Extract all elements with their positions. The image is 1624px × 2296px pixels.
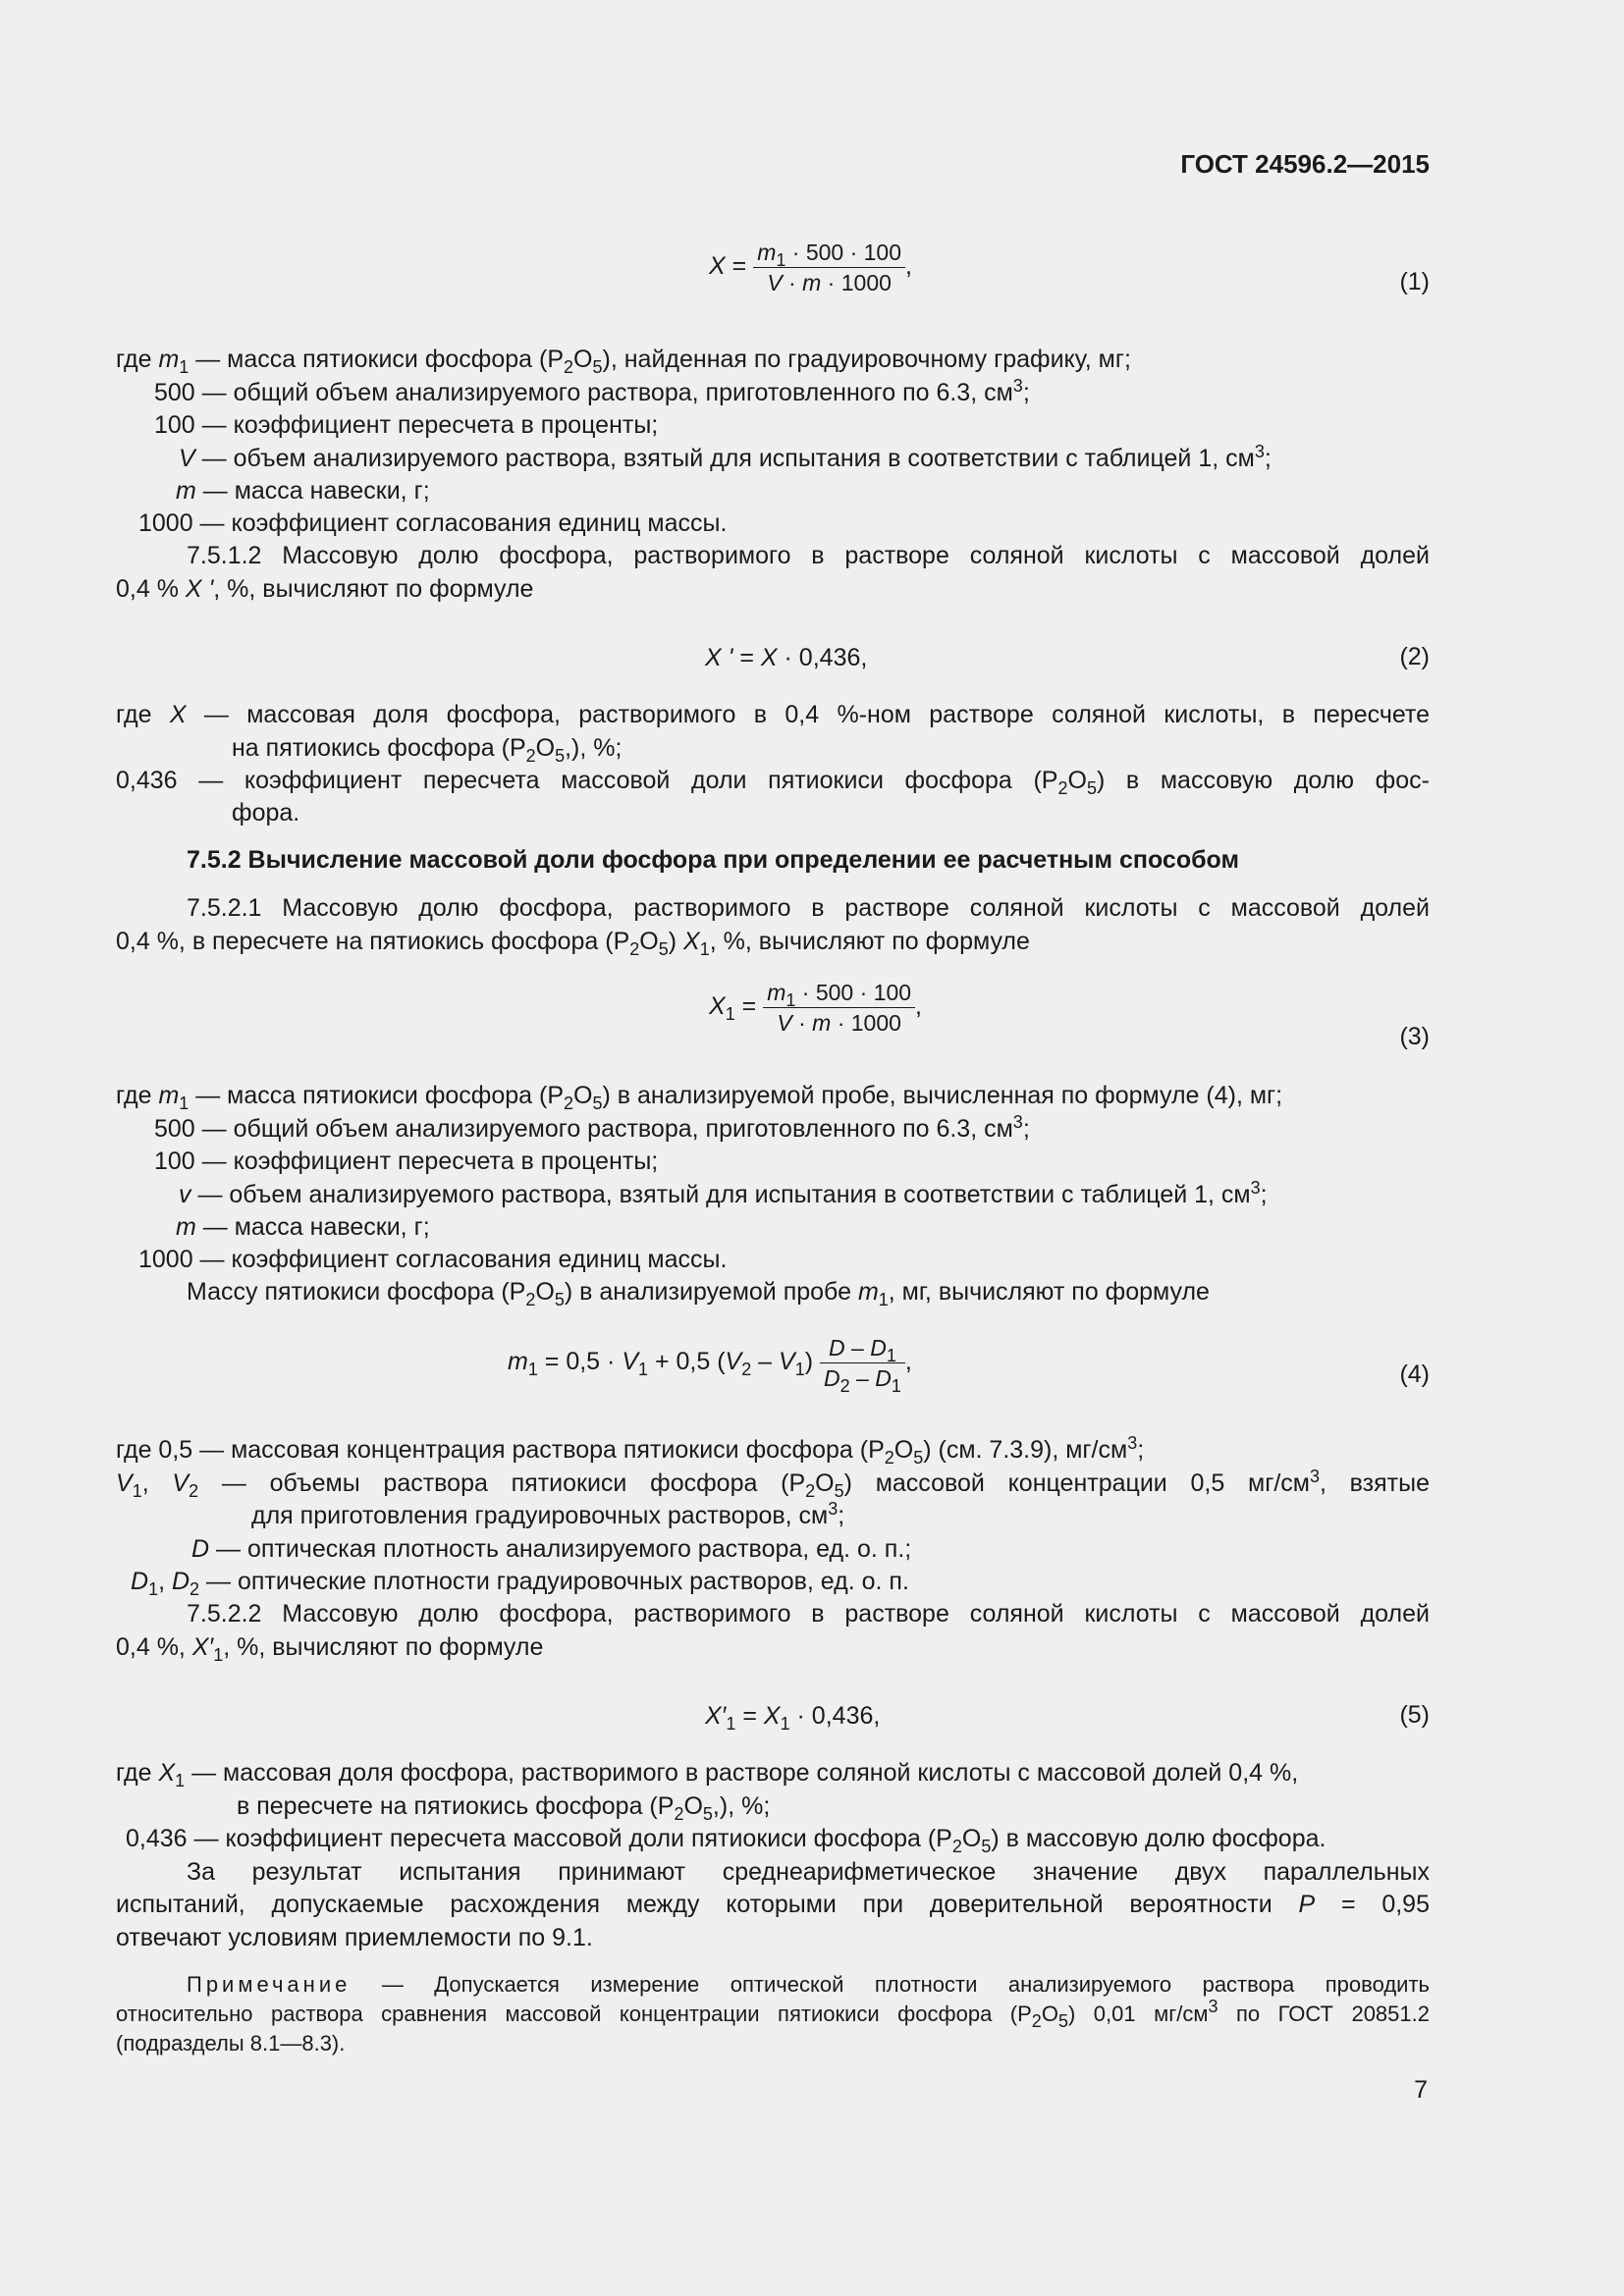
equation-5-number: (5) <box>1399 1701 1430 1729</box>
legend1-line1: где $m_1$ — масса пятиокиси фосфора $(P_2O_5)$, найденная по градуировочному графику, мг; <box>116 346 1131 377</box>
page-number: 7 <box>1414 2076 1428 2104</box>
legend2-line1: где X — массовая доля фосфора, растворимого в 0,4 %-ном растворе соляной кислоты, в пересчете <box>116 701 1430 728</box>
eq1-equals: = <box>731 252 747 281</box>
note-line2: относительно раствора сравнения массовой концентрации пятиокиси фосфора $(P_2O_5)$ 0,01 $мг/см^3$ по ГОСТ 20851.2 <box>116 1997 1430 2031</box>
note-line1: Примечание — Допускается измерение оптической плотности анализируемого раствора проводить <box>187 1972 1430 1997</box>
legend4-line2: $V_1$, $V_2$ — объемы раствора пятиокиси фосфора $(P_2O_5)$ массовой концентрации 0,5 $мг/см^3$, взятые <box>116 1467 1430 1501</box>
legend1-line2: 500 — общий объем анализируемого раствора, приготовленного по 6.3, $см^3$; <box>154 376 1030 406</box>
note-line3: (подразделы 8.1—8.3). <box>116 2031 346 2056</box>
eq4-fraction <box>820 1333 905 1396</box>
eq3-denominator: V · m · 1000 <box>777 1010 901 1036</box>
legend1-line5: m — масса навески, г; <box>176 477 430 505</box>
legend3-line7: Массу пятиокиси фосфора $(P_2O_5)$ в анализируемой пробе $m_1$, мг, вычисляют по формуле <box>187 1278 1210 1309</box>
legend3-line6: 1000 — коэффициент согласования единиц массы. <box>138 1246 728 1273</box>
eq4-denominator: $D_2 - D_1$ <box>824 1365 901 1396</box>
eq4-numerator: D – $D_1$ <box>820 1333 905 1363</box>
standard-header: ГОСТ 24596.2—2015 <box>1180 149 1430 179</box>
eq1-denominator: V · m · 1000 <box>767 270 892 295</box>
legend4-line5: $D_1$, $D_2$ — оптические плотности градуировочных растворов, ед. о. п. <box>131 1568 909 1599</box>
legend1-line6: 1000 — коэффициент согласования единиц массы. <box>138 509 728 537</box>
p7512-line2: 0,4 % X ', %, вычисляют по формуле <box>116 575 534 603</box>
legend2-line3: 0,436 — коэффициент пересчета массовой доли пятиокиси фосфора $(P_2O_5)$ в массовую долю фос- <box>116 767 1430 798</box>
equation-3-number: (3) <box>1399 1023 1430 1050</box>
p7512-line1: 7.5.1.2 Массовую долю фосфора, растворимого в растворе соляной кислоты с массовой долей <box>187 542 1430 569</box>
p7521-line1: 7.5.2.1 Массовую долю фосфора, растворимого в растворе соляной кислоты с массовой долей <box>187 894 1430 922</box>
equation-5: $X'_1 = X_1 \cdot 0,436$, <box>705 1702 881 1734</box>
legend3-line1: где $m_1$ — масса пятиокиси фосфора $(P_2O_5)$ в анализируемой пробе, вычисленная по формуле (4), мг; <box>116 1082 1283 1113</box>
legend4-line1: где 0,5 — массовая концентрация раствора пятиокиси фосфора $(P_2O_5)$ (см. 7.3.9), $мг/см^3$; <box>116 1433 1145 1468</box>
p7522-line2: 0,4 %, $X'_1$, %, вычисляют по формуле <box>116 1633 544 1665</box>
legend1-line3: 100 — коэффициент пересчета в проценты; <box>154 411 659 439</box>
legend3-line2: 500 — общий объем анализируемого раствора, приготовленного по 6.3, $см^3$; <box>154 1112 1030 1143</box>
section-752-title: 7.5.2 Вычисление массовой доли фосфора при определении ее расчетным способом <box>187 846 1239 874</box>
legend3-line4: v — объем анализируемого раствора, взятый для испытания в соответствии с таблицей 1, $см^3$; <box>179 1178 1268 1208</box>
legend2-line4: фора. <box>232 799 300 827</box>
p7521-line2: 0,4 %, в пересчете на пятиокись фосфора $(P_2O_5)$ $X_1$, %, вычисляют по формуле <box>116 928 1030 959</box>
legend2-line2: на пятиокись фосфора $(P_2O_5,)$, %; <box>232 734 623 766</box>
legend3-line5: m — масса навески, г; <box>176 1213 430 1241</box>
equation-4: $m_1 = 0,5 \cdot V_1 + 0,5$ $(V_2 - V_1)$ $\frac{D - D_1}{D_2 - D_1}$ , <box>508 1335 912 1396</box>
eq1-lhs: X <box>709 252 726 281</box>
legend3-line3: 100 — коэффициент пересчета в проценты; <box>154 1148 659 1175</box>
legend1-line4: V — объем анализируемого раствора, взятый для испытания в соответствии с таблицей 1, $см^3$; <box>179 442 1272 472</box>
legend5-line2: в пересчете на пятиокись фосфора $(P_2O_5,)$, %; <box>237 1792 771 1824</box>
equation-1-number: (1) <box>1399 268 1430 295</box>
p7522-line1: 7.5.2.2 Массовую долю фосфора, растворимого в растворе соляной кислоты с массовой долей <box>187 1600 1430 1628</box>
eq1-numerator: $m_1 \cdot 500 \cdot 100$ <box>753 238 905 268</box>
equation-2: X ' = X · 0,436, <box>705 644 868 671</box>
result-line2: испытаний, допускаемые расхождения между которыми при доверительной вероятности P = 0,95 <box>116 1891 1430 1918</box>
legend5-line3: 0,436 — коэффициент пересчета массовой доли пятиокиси фосфора $(P_2O_5)$ в массовую долю фосфора. <box>126 1825 1326 1856</box>
legend4-line4: D — оптическая плотность анализируемого раствора, ед. о. п.; <box>191 1535 912 1563</box>
equation-2-number: (2) <box>1399 643 1430 670</box>
equation-3: $X_1$ = $\frac{m_1 \cdot 500 \cdot 100}{V \cdot m \cdot 1000}$ , <box>709 980 922 1036</box>
eq1-fraction <box>753 238 905 297</box>
legend5-line1: где $X_1$ — массовая доля фосфора, растворимого в растворе соляной кислоты с массовой долей 0,4 %, <box>116 1759 1299 1790</box>
equation-4-number: (4) <box>1399 1361 1430 1388</box>
note-label: Примечание <box>187 1972 352 1997</box>
legend4-line3: для приготовления градуировочных растворов, $см^3$; <box>251 1499 845 1529</box>
eq3-fraction <box>763 978 915 1038</box>
eq3-numerator: $m_1 \cdot 500 \cdot 100$ <box>763 978 915 1008</box>
result-line1: За результат испытания принимают среднеарифметическое значение двух параллельных <box>187 1858 1430 1886</box>
result-line3: отвечают условиям приемлемости по 9.1. <box>116 1924 593 1951</box>
equation-1: X = $\frac{m_1 \cdot 500 \cdot 100}{V \cdot m \cdot 1000}$ , <box>709 240 912 295</box>
